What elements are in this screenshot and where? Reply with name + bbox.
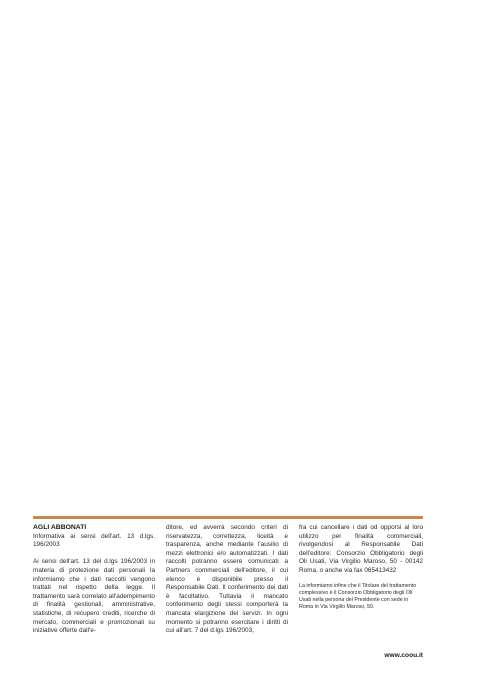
- column-1-text: Ai sensi dell'art. 13 del d.lgs 196/2003 in materia di protezione dati personali la informiamo che i dati raccolti vengono trattati nel rispetto della legge. Il trattamento sarà correlato all'adempimento di finalità gestionali, amministrative, statistiche, di recupero crediti, ricerche di mercato, commerciali e promozionali su iniziative offerte dall'e-: [33, 558, 155, 635]
- notice-subtitle: Informativa ai sensi dell'art. 13 d.lgs. 196/2003: [33, 532, 155, 549]
- column-2: [166, 524, 288, 636]
- website-link[interactable]: www.coou.it: [384, 652, 423, 659]
- column-3-footnote: La informiamo infine che il Titolare del trattamento complessivo è il Consorzio Obbligatorio degli Oli Usati nella persona del Presidente con sede in Roma in Via Virgilio Maroso, 50.: [299, 582, 417, 611]
- orange-divider: [33, 516, 423, 519]
- spacer: [33, 550, 155, 559]
- notice-title: AGLI ABBONATI: [33, 524, 87, 531]
- column-1: [33, 524, 155, 636]
- column-3: [299, 524, 423, 611]
- column-3-text: fra cui cancellare i dati od opporsi al loro utilizzo per finalità commerciali, rivolgendosi al Responsabile Dati dell'editore: Consorzio Obbligatorio degli Oli Usati, Via Virgilio Maroso, 50 - 00142 Roma, o anche via fax 065413432: [299, 524, 423, 574]
- column-2-text: ditore, ed avverrà secondo criteri di riservatezza, correttezza, liceità e trasparenza, anche mediante l'ausilio di mezzi elettronici e/o automatizzati. I dati raccolti potranno essere comunicati a Partners commerciali dell'editore, il cui elenco è disponibile presso il Responsabile Dati. Il conferimento dei dati è facoltativo. Tuttavia il mancato conferimento degli stessi comporterà la mancata elargizione dei servizi. In ogni momento si potranno esercitare i diritti di cui all'art. 7 del d.lgs 196/2003,: [166, 524, 288, 635]
